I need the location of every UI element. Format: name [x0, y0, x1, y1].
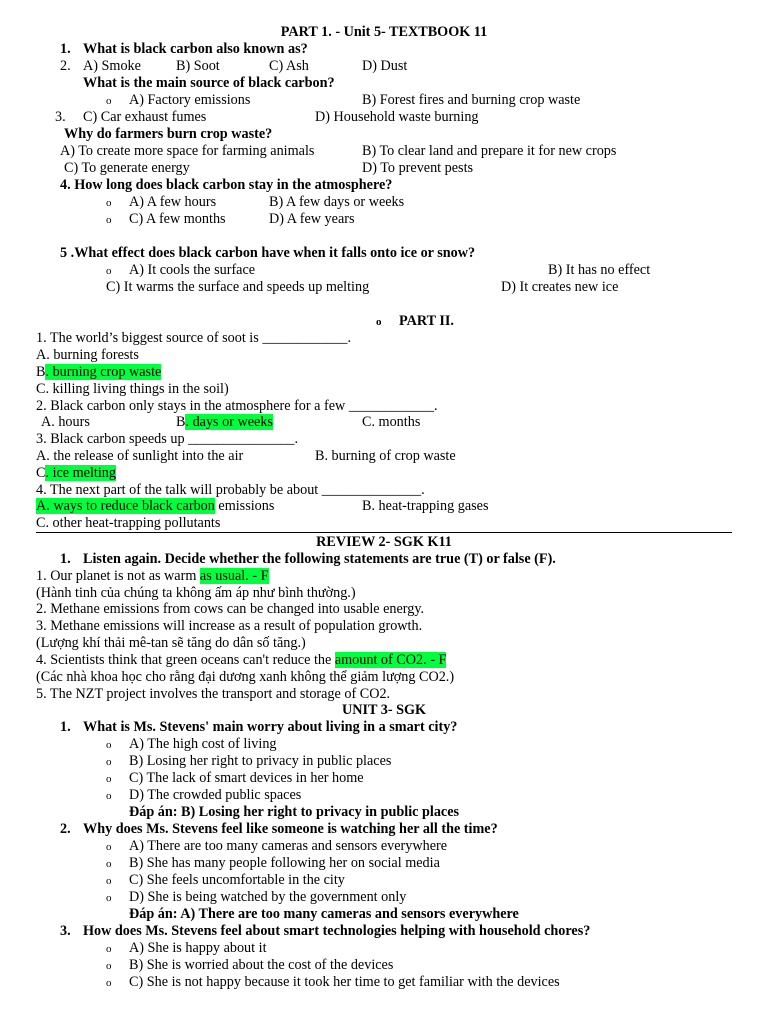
bullet-icon: o	[106, 739, 112, 751]
option-a: A) It cools the surface	[129, 262, 256, 278]
option-a: A) The high cost of living	[129, 736, 277, 752]
answer-key: Đáp án: A) There are too many cameras and sensors everywhere	[129, 906, 519, 922]
question-text: How does Ms. Stevens feel about smart technologies helping with household chores?	[83, 923, 591, 939]
option-c: C) She feels uncomfortable in the city	[129, 872, 345, 888]
bullet-icon: o	[106, 214, 112, 226]
question-text: 4. The next part of the talk will probably be about ______________.	[36, 482, 425, 498]
statement-2: 2. Methane emissions from cows can be changed into usable energy.	[36, 601, 425, 617]
option-a: A) Smoke	[83, 58, 141, 74]
translation-text: (Các nhà khoa học cho rằng đại dương xanh không thể giảm lượng CO2.)	[36, 669, 455, 685]
bullet-icon: o	[106, 95, 112, 107]
statement-3: 3. Methane emissions will increase as a result of population growth.	[36, 618, 423, 634]
bullet-icon: o	[106, 960, 112, 972]
highlighted-answer: amount of CO2. - F	[334, 652, 447, 668]
question-text: What is black carbon also known as?	[83, 41, 308, 57]
option-c: C. months	[362, 414, 421, 430]
question-text: Why does Ms. Stevens feel like someone is watching her all the time?	[83, 821, 498, 837]
question-text: 1. The world’s biggest source of soot is ____________.	[36, 330, 351, 346]
option-b: B) Losing her right to privacy in public places	[129, 753, 392, 769]
option-a: A. hours	[41, 414, 90, 430]
question-text: 2. Black carbon only stays in the atmosphere for a few ____________.	[36, 398, 438, 414]
highlighted-answer: . ice melting	[45, 465, 116, 481]
option-b: B. burning of crop waste	[315, 448, 456, 464]
option-b: B) She is worried about the cost of the devices	[129, 957, 394, 973]
statement-1	[36, 568, 269, 585]
option-b: B) Forest fires and burning crop waste	[362, 92, 581, 108]
question-text: What is the main source of black carbon?	[83, 75, 335, 91]
option-a: A. the release of sunlight into the air	[36, 448, 244, 464]
highlighted-answer: A. ways to reduce black carbon	[36, 498, 215, 514]
statement-5: 5. The NZT project involves the transport and storage of CO2.	[36, 686, 391, 702]
option-a: A) To create more space for farming animals	[60, 143, 315, 159]
statement-4	[36, 652, 446, 669]
option-d: D) To prevent pests	[362, 160, 474, 176]
option-text: emissions	[214, 498, 275, 514]
option-c	[36, 465, 116, 482]
bullet-icon: o	[106, 790, 112, 802]
highlighted-answer: . burning crop waste	[45, 364, 162, 380]
question-text: Why do farmers burn crop waste?	[64, 126, 273, 142]
bullet-icon: o	[106, 265, 112, 277]
bullet-icon: o	[106, 773, 112, 785]
translation-text: (Lượng khí thải mê-tan sẽ tăng do dân số tăng.)	[36, 635, 306, 651]
answer-key: Đáp án: B) Losing her right to privacy in public places	[129, 804, 460, 820]
highlighted-answer: as usual. - F	[199, 568, 269, 584]
section-divider	[36, 532, 732, 533]
question-text: What is Ms. Stevens' main worry about living in a smart city?	[83, 719, 458, 735]
option-d: D) She is being watched by the government only	[129, 889, 407, 905]
option-b: B) It has no effect	[548, 262, 651, 278]
option-a: A) She is happy about it	[129, 940, 267, 956]
review-title: REVIEW 2- SGK K11	[316, 534, 452, 550]
option-d: D) Dust	[362, 58, 408, 74]
option-d: D) Household waste burning	[315, 109, 479, 125]
option-letter: C	[36, 465, 46, 481]
option-d: D) A few years	[269, 211, 355, 227]
bullet-icon: o	[106, 197, 112, 209]
option-b	[176, 414, 273, 431]
option-b: B. heat-trapping gases	[362, 498, 489, 514]
option-c: C. killing living things in the soil)	[36, 381, 229, 397]
option-c: C) Ash	[269, 58, 309, 74]
bullet-icon: o	[106, 756, 112, 768]
option-b: B) Soot	[176, 58, 220, 74]
statement-text: 1. Our planet is not as warm	[36, 568, 200, 584]
option-letter: B	[176, 414, 186, 430]
part1-title: PART 1. - Unit 5- TEXTBOOK 11	[280, 24, 488, 40]
option-a: A) Factory emissions	[129, 92, 251, 108]
question-number: 1.	[60, 551, 71, 567]
question-number: 2.	[60, 58, 71, 74]
part2-title: PART II.	[399, 313, 454, 329]
unit3-title: UNIT 3- SGK	[341, 702, 427, 718]
bullet-icon: o	[106, 892, 112, 904]
question-number: 3.	[60, 923, 71, 939]
option-c: C) It warms the surface and speeds up melting	[106, 279, 370, 295]
option-b: B) She has many people following her on social media	[129, 855, 440, 871]
option-b: B) A few days or weeks	[269, 194, 405, 210]
option-b: B) To clear land and prepare it for new crops	[362, 143, 617, 159]
option-d: D) The crowded public spaces	[129, 787, 302, 803]
bullet-icon: o	[106, 858, 112, 870]
option-a	[36, 498, 274, 515]
option-a: A) A few hours	[129, 194, 217, 210]
question-number: 3.	[55, 109, 66, 125]
question-text: 4. How long does black carbon stay in the atmosphere?	[60, 177, 393, 193]
option-letter: B	[36, 364, 46, 380]
question-number: 1.	[60, 41, 71, 57]
bullet-icon: o	[106, 841, 112, 853]
bullet-icon: o	[106, 875, 112, 887]
option-d: D) It creates new ice	[501, 279, 619, 295]
bullet-icon: o	[376, 316, 382, 328]
bullet-icon: o	[106, 977, 112, 989]
question-text: 3. Black carbon speeds up _______________.	[36, 431, 299, 447]
option-c: C) To generate energy	[64, 160, 190, 176]
option-a: A. burning forests	[36, 347, 139, 363]
option-c: C) The lack of smart devices in her home	[129, 770, 364, 786]
option-b	[36, 364, 161, 381]
question-number: 2.	[60, 821, 71, 837]
translation-text: (Hành tinh của chúng ta không ấm áp như bình thường.)	[36, 585, 356, 601]
statement-text: 4. Scientists think that green oceans can't reduce the	[36, 652, 335, 668]
bullet-icon: o	[106, 943, 112, 955]
option-c: C) A few months	[129, 211, 226, 227]
option-c: C) She is not happy because it took her time to get familiar with the devices	[129, 974, 560, 990]
option-c: C) Car exhaust fumes	[83, 109, 207, 125]
question-text: 5 .What effect does black carbon have when it falls onto ice or snow?	[60, 245, 476, 261]
highlighted-answer: . days or weeks	[185, 414, 273, 430]
option-c: C. other heat-trapping pollutants	[36, 515, 221, 531]
question-number: 1.	[60, 719, 71, 735]
instruction-text: Listen again. Decide whether the following statements are true (T) or false (F).	[83, 551, 556, 567]
option-a: A) There are too many cameras and sensors everywhere	[129, 838, 448, 854]
